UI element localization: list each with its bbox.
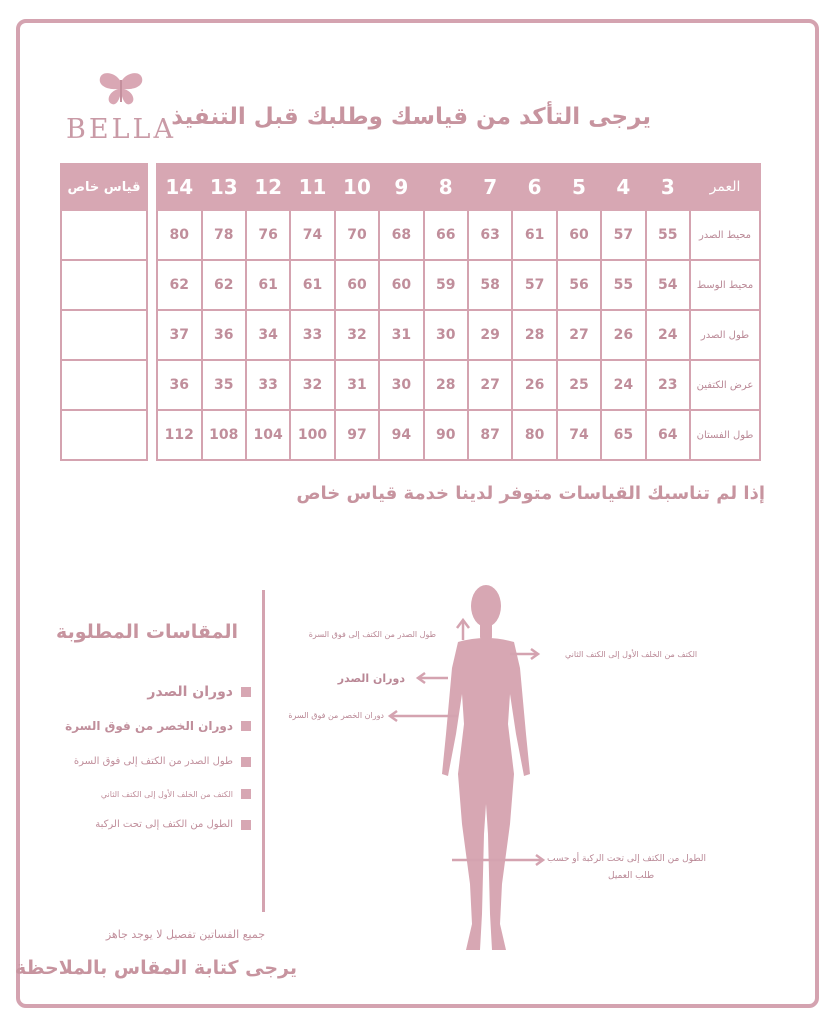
age-header: العمر bbox=[690, 164, 760, 210]
annotation-shoulder: الكتف من الخلف الأول إلى الكتف الثاني bbox=[565, 650, 698, 659]
size-header-cell: 7 bbox=[468, 164, 512, 210]
bullet-square-icon bbox=[241, 687, 251, 697]
table-cell: 27 bbox=[557, 310, 601, 360]
table-cell: 59 bbox=[424, 260, 468, 310]
custom-service-notice: إذا لم تناسبك القياسات متوفر لدينا خدمة قياس خاص bbox=[296, 483, 765, 504]
table-cell: 104 bbox=[246, 410, 290, 460]
size-header-cell: 3 bbox=[646, 164, 690, 210]
size-header-cell: 13 bbox=[202, 164, 246, 210]
table-cell: 68 bbox=[379, 210, 423, 260]
table-cell: 100 bbox=[290, 410, 334, 460]
size-header-cell: 6 bbox=[512, 164, 556, 210]
table-cell: 37 bbox=[157, 310, 202, 360]
table-row bbox=[157, 410, 760, 460]
table-cell: 58 bbox=[468, 260, 512, 310]
table-cell: 31 bbox=[335, 360, 379, 410]
table-cell: 33 bbox=[290, 310, 334, 360]
annotation-length-note: طلب العميل bbox=[608, 871, 655, 881]
table-cell: 76 bbox=[246, 210, 290, 260]
table-cell: 26 bbox=[601, 310, 645, 360]
required-item bbox=[74, 756, 251, 767]
table-cell: 57 bbox=[512, 260, 556, 310]
custom-measure-cell[interactable] bbox=[61, 260, 147, 310]
table-cell: 55 bbox=[646, 210, 690, 260]
table-cell: 23 bbox=[646, 360, 690, 410]
table-cell: 33 bbox=[246, 360, 290, 410]
table-row bbox=[157, 310, 760, 360]
required-item-label: دوران الصدر bbox=[147, 684, 233, 700]
table-cell: 62 bbox=[157, 260, 202, 310]
brand-name: BELLA bbox=[66, 114, 176, 145]
bullet-square-icon bbox=[241, 789, 251, 799]
footer-note: يرجى كتابة المقاس بالملاحظة bbox=[14, 957, 297, 979]
size-header-cell: 4 bbox=[601, 164, 645, 210]
bullet-square-icon bbox=[241, 820, 251, 830]
custom-measure-cell[interactable] bbox=[61, 210, 147, 260]
row-label: محيط الوسط bbox=[690, 260, 760, 310]
table-cell: 29 bbox=[468, 310, 512, 360]
custom-measure-cell[interactable] bbox=[61, 310, 147, 360]
table-cell: 57 bbox=[601, 210, 645, 260]
bullet-square-icon bbox=[241, 721, 251, 731]
table-row bbox=[157, 210, 760, 260]
table-cell: 90 bbox=[424, 410, 468, 460]
page-heading: يرجى التأكد من قياسك وطلبك قبل التنفيذ bbox=[171, 104, 651, 130]
table-cell: 74 bbox=[290, 210, 334, 260]
table-cell: 31 bbox=[379, 310, 423, 360]
table-cell: 108 bbox=[202, 410, 246, 460]
size-header-cell: 9 bbox=[379, 164, 423, 210]
table-cell: 55 bbox=[601, 260, 645, 310]
required-item bbox=[65, 719, 251, 733]
required-item-label: الكتف من الخلف الأول إلى الكتف الثاني bbox=[100, 789, 233, 799]
table-cell: 54 bbox=[646, 260, 690, 310]
table-cell: 25 bbox=[557, 360, 601, 410]
table-cell: 74 bbox=[557, 410, 601, 460]
annotation-length: الطول من الكتف إلى تحت الركبة أو حسب bbox=[547, 854, 706, 864]
table-cell: 112 bbox=[157, 410, 202, 460]
table-cell: 94 bbox=[379, 410, 423, 460]
table-row bbox=[157, 360, 760, 410]
required-item-label: الطول من الكتف إلى تحت الركبة bbox=[95, 819, 233, 830]
table-cell: 80 bbox=[512, 410, 556, 460]
row-label: طول الصدر bbox=[690, 310, 760, 360]
size-header-cell: 12 bbox=[246, 164, 290, 210]
table-cell: 26 bbox=[512, 360, 556, 410]
table-cell: 30 bbox=[424, 310, 468, 360]
section-divider bbox=[262, 590, 265, 912]
table-cell: 60 bbox=[379, 260, 423, 310]
custom-measure-cell[interactable] bbox=[61, 360, 147, 410]
table-cell: 27 bbox=[468, 360, 512, 410]
annotation-chest: دوران الصدر bbox=[337, 672, 405, 685]
custom-measure-cell[interactable] bbox=[61, 410, 147, 460]
table-cell: 78 bbox=[202, 210, 246, 260]
table-cell: 66 bbox=[424, 210, 468, 260]
required-item bbox=[101, 789, 251, 799]
size-header-cell: 10 bbox=[335, 164, 379, 210]
row-label: طول الفستان bbox=[690, 410, 760, 460]
required-item-label: طول الصدر من الكتف إلى فوق السرة bbox=[73, 756, 233, 767]
tailoring-note: جميع الفساتين تفصيل لا يوجد جاهز bbox=[105, 928, 265, 941]
table-cell: 34 bbox=[246, 310, 290, 360]
table-cell: 60 bbox=[557, 210, 601, 260]
table-cell: 63 bbox=[468, 210, 512, 260]
required-item bbox=[95, 819, 251, 830]
required-item-label: دوران الخصر من فوق السرة bbox=[65, 719, 233, 733]
size-header-cell: 11 bbox=[290, 164, 334, 210]
annotation-waist: دوران الخصر من فوق السرة bbox=[288, 711, 384, 720]
table-cell: 62 bbox=[202, 260, 246, 310]
size-header-cell: 14 bbox=[157, 164, 202, 210]
size-chart-table bbox=[156, 163, 761, 461]
table-cell: 32 bbox=[335, 310, 379, 360]
table-cell: 32 bbox=[290, 360, 334, 410]
table-cell: 24 bbox=[646, 310, 690, 360]
table-cell: 56 bbox=[557, 260, 601, 310]
table-cell: 61 bbox=[246, 260, 290, 310]
required-item bbox=[147, 684, 251, 700]
table-cell: 80 bbox=[157, 210, 202, 260]
size-header-cell: 5 bbox=[557, 164, 601, 210]
table-cell: 28 bbox=[512, 310, 556, 360]
butterfly-icon bbox=[98, 72, 144, 108]
table-cell: 61 bbox=[512, 210, 556, 260]
custom-measure-header: قياس خاص bbox=[61, 164, 147, 210]
table-cell: 28 bbox=[424, 360, 468, 410]
table-cell: 36 bbox=[157, 360, 202, 410]
table-cell: 35 bbox=[202, 360, 246, 410]
table-cell: 65 bbox=[601, 410, 645, 460]
annotation-chest-length: طول الصدر من الكتف إلى فوق السرة bbox=[308, 630, 436, 639]
table-cell: 70 bbox=[335, 210, 379, 260]
row-label: محيط الصدر bbox=[690, 210, 760, 260]
table-cell: 60 bbox=[335, 260, 379, 310]
table-cell: 64 bbox=[646, 410, 690, 460]
custom-measure-column bbox=[60, 163, 148, 461]
size-header-cell: 8 bbox=[424, 164, 468, 210]
table-cell: 97 bbox=[335, 410, 379, 460]
body-silhouette-icon bbox=[436, 584, 536, 956]
required-measurements-title: المقاسات المطلوبة bbox=[56, 621, 238, 643]
table-cell: 36 bbox=[202, 310, 246, 360]
table-row bbox=[157, 260, 760, 310]
table-cell: 87 bbox=[468, 410, 512, 460]
table-cell: 30 bbox=[379, 360, 423, 410]
brand-logo bbox=[66, 72, 176, 147]
table-cell: 24 bbox=[601, 360, 645, 410]
row-label: عرض الكتفين bbox=[690, 360, 760, 410]
size-header-row bbox=[157, 164, 760, 210]
table-cell: 61 bbox=[290, 260, 334, 310]
bullet-square-icon bbox=[241, 757, 251, 767]
